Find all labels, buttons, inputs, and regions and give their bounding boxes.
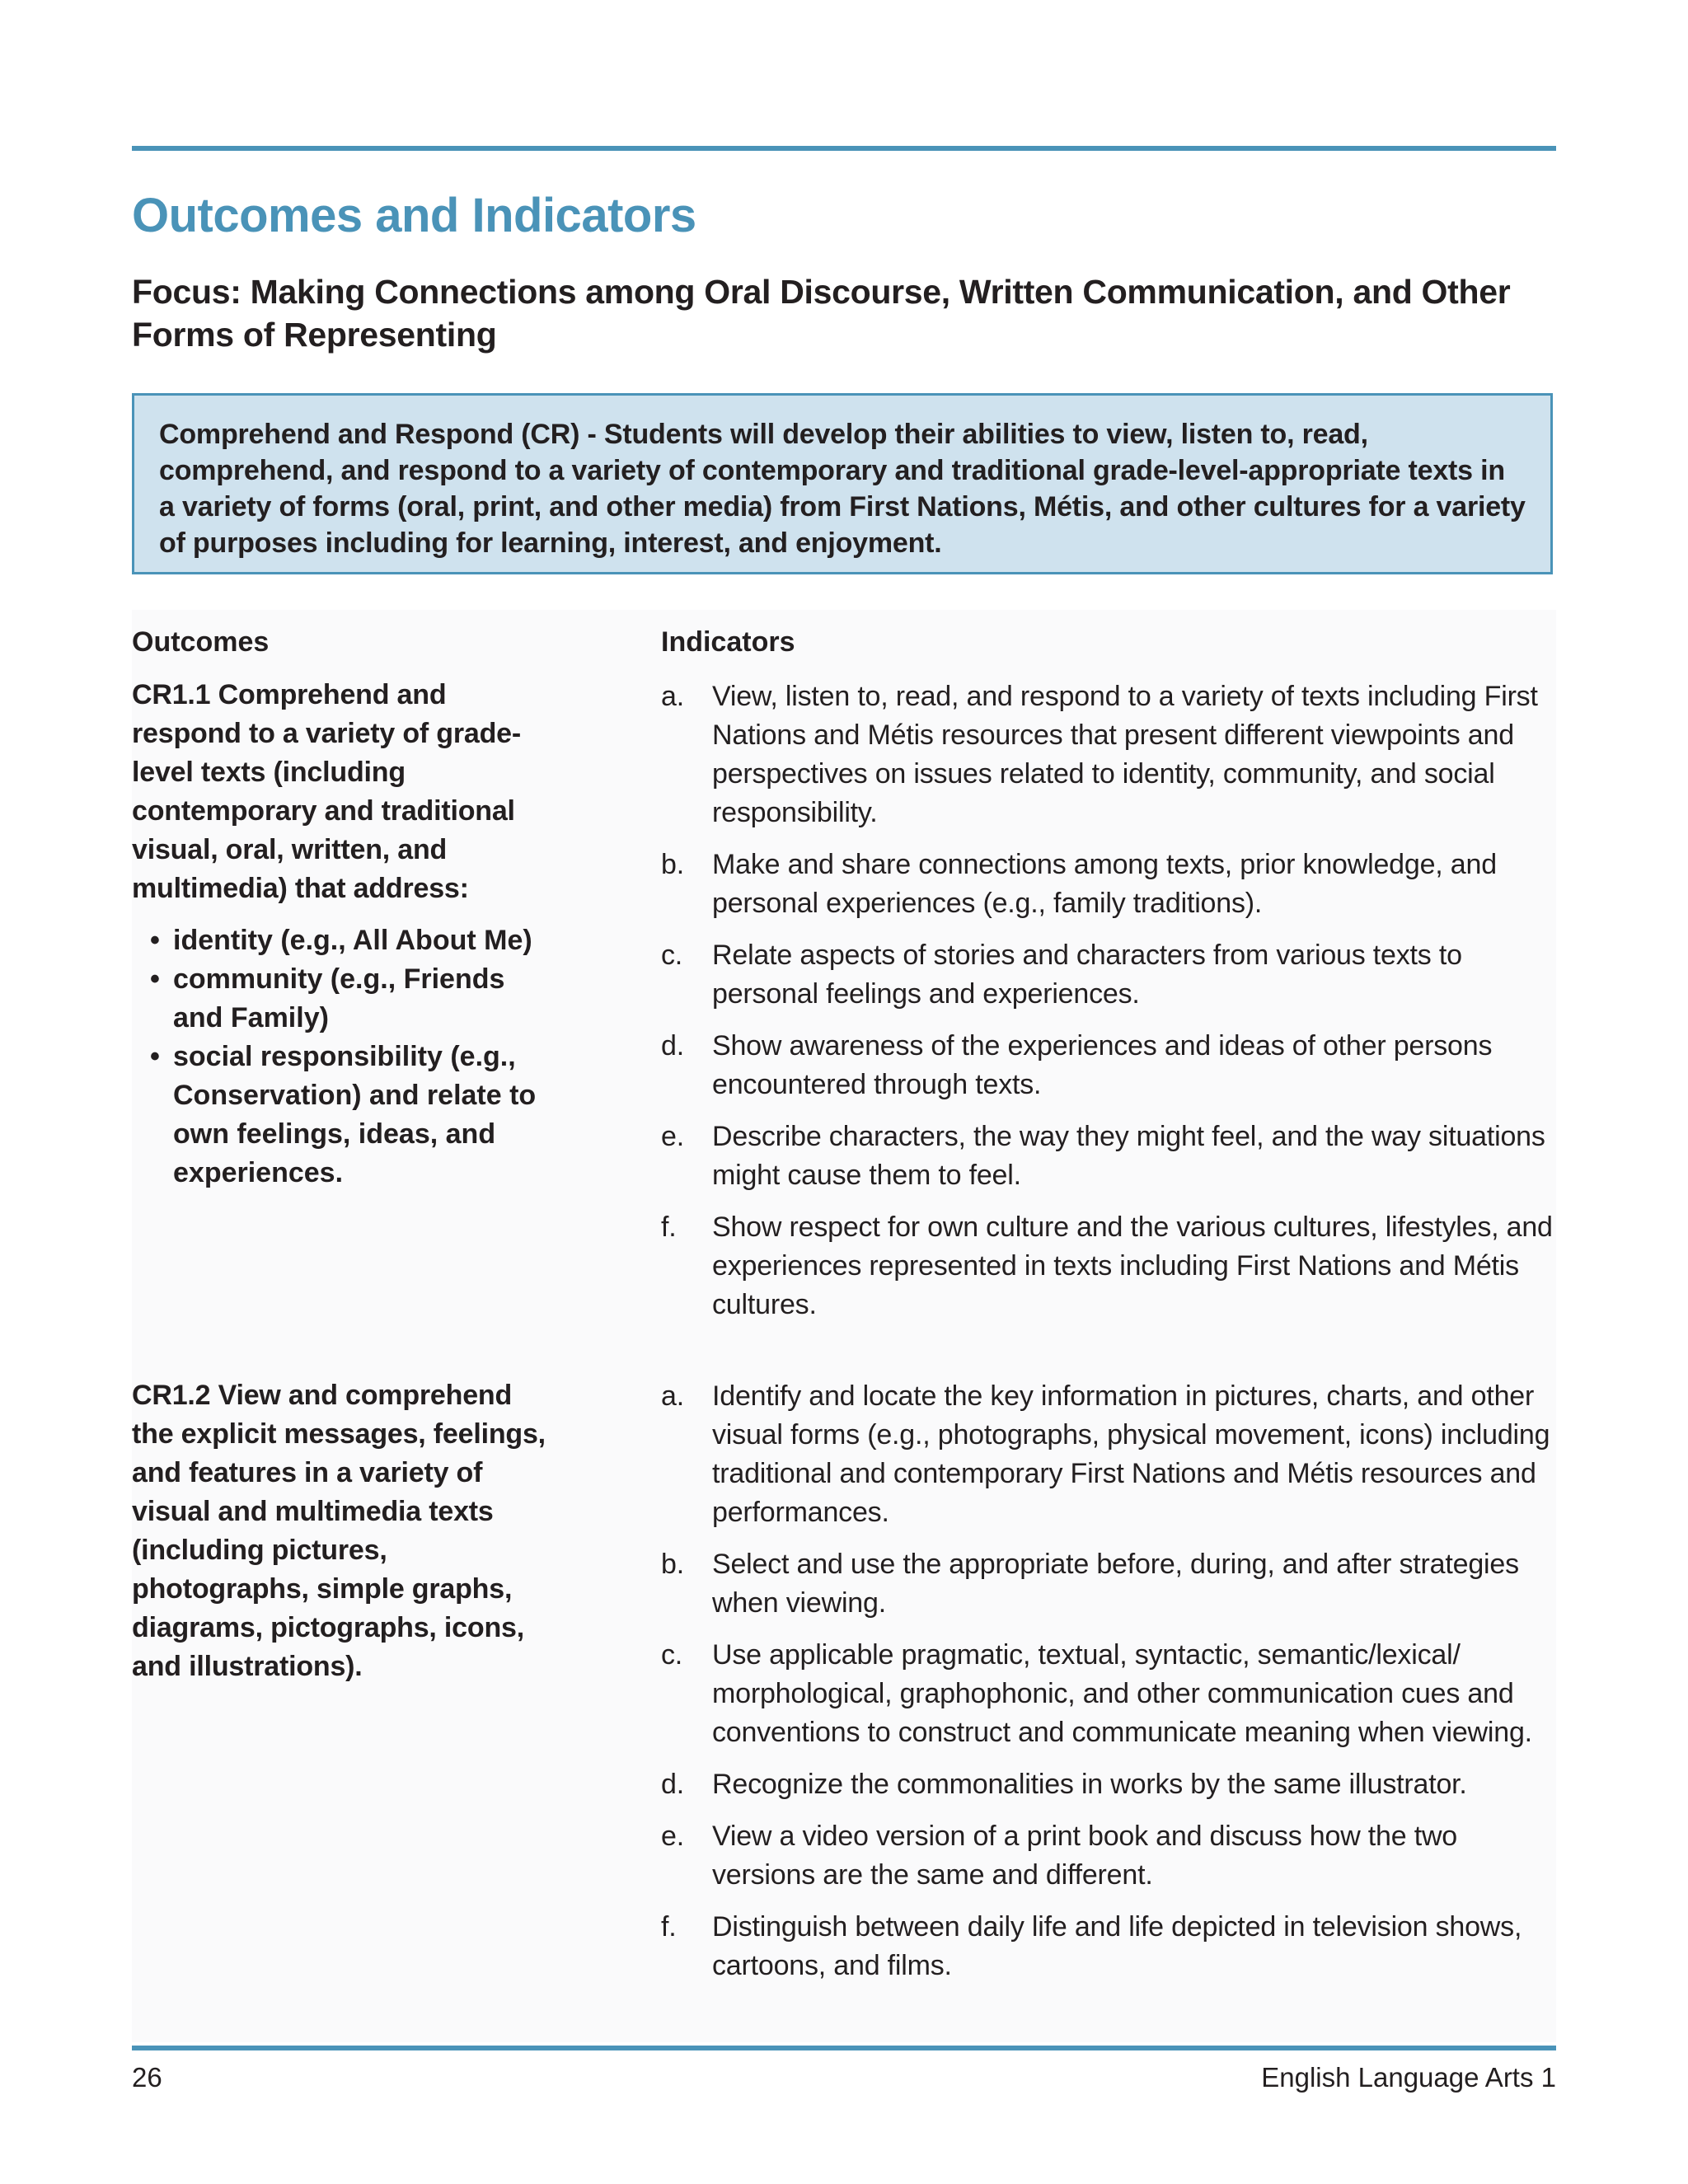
- outcome-cr1-2: CR1.2 View and comprehend the explicit messages, feelings, and features in a variety of visual and multimedia texts (including pictures, photographs, simple graphs, diagrams, pictographs, icons, and illustrations).: [132, 1380, 546, 1682]
- indicators-cr1-1: [661, 677, 1559, 1338]
- indicators-column-header: Indicators: [661, 626, 795, 658]
- indicator-item: e. Describe characters, the way they might feel, and the way situations might cause them to feel.: [661, 1121, 1545, 1191]
- indicator-item: a. Identify and locate the key information in pictures, charts, and other visual forms (e.g., photographs, physical movement, icons) including traditional and contemporary First Nations and Métis resources and performances.: [661, 1380, 1550, 1528]
- list-item: • community (e.g., Friends and Family): [132, 960, 560, 1038]
- indicator-item: a. View, listen to, read, and respond to a variety of texts including First Nations and Métis resources that present different viewpoints and perspectives on issues related to identity, community, and social responsibility.: [661, 681, 1538, 828]
- footer-title: English Language Arts 1: [1261, 2062, 1556, 2093]
- indicator-item: c. Use applicable pragmatic, textual, syntactic, semantic/lexical/ morphological, graphophonic, and other communication cues and conventions to construct and communicate meaning when viewing.: [661, 1639, 1532, 1748]
- outcomes-column-header: Outcomes: [132, 626, 270, 658]
- page-title: Outcomes and Indicators: [132, 189, 696, 242]
- strand-description: Comprehend and Respond (CR) - Students will develop their abilities to view, listen to, read, comprehend, and respond to a variety of contemporary and traditional grade-level-appropriate texts in a variety of forms (oral, print, and other media) from First Nations, Métis, and other cultures for a variety of purposes including for learning, interest, and enjoyment.: [159, 419, 1526, 559]
- outcome-cr1-1: CR1.1 Comprehend and respond to a variety of grade-level texts (including contemporary and traditional visual, oral, written, and multimedia) that address:: [132, 679, 521, 904]
- indicator-item: d. Show awareness of the experiences and ideas of other persons encountered through texts.: [661, 1030, 1493, 1100]
- page-number: 26: [132, 2062, 162, 2093]
- bottom-rule: [132, 2046, 1556, 2050]
- indicator-item: b. Make and share connections among texts, prior knowledge, and personal experiences (e.g., family traditions).: [661, 849, 1497, 919]
- indicator-item: b. Select and use the appropriate before, during, and after strategies when viewing.: [661, 1549, 1519, 1619]
- strand-description-box: [132, 393, 1553, 574]
- indicator-item: f. Show respect for own culture and the various cultures, lifestyles, and experiences represented in texts including First Nations and Métis cultures.: [661, 1212, 1553, 1320]
- bullet-icon: •: [150, 963, 160, 995]
- outcome-cr1-1-bullets: [132, 921, 560, 1193]
- list-item: • social responsibility (e.g., Conservation) and relate to own feelings, ideas, and experiences.: [132, 1038, 560, 1193]
- indicator-item: f. Distinguish between daily life and life depicted in television shows, cartoons, and films.: [661, 1911, 1522, 1981]
- indicator-item: c. Relate aspects of stories and characters from various texts to personal feelings and experiences.: [661, 940, 1462, 1010]
- top-rule: [132, 146, 1556, 151]
- indicator-item: d. Recognize the commonalities in works by the same illustrator.: [661, 1769, 1467, 1800]
- list-item: • identity (e.g., All About Me): [132, 921, 560, 960]
- indicators-cr1-2: [661, 1377, 1559, 1999]
- bullet-icon: •: [150, 1041, 160, 1072]
- focus-heading: Focus: Making Connections among Oral Discourse, Written Communication, and Other Forms of Representing: [132, 273, 1511, 354]
- indicator-item: e. View a video version of a print book and discuss how the two versions are the same and different.: [661, 1821, 1458, 1891]
- bullet-icon: •: [150, 925, 160, 956]
